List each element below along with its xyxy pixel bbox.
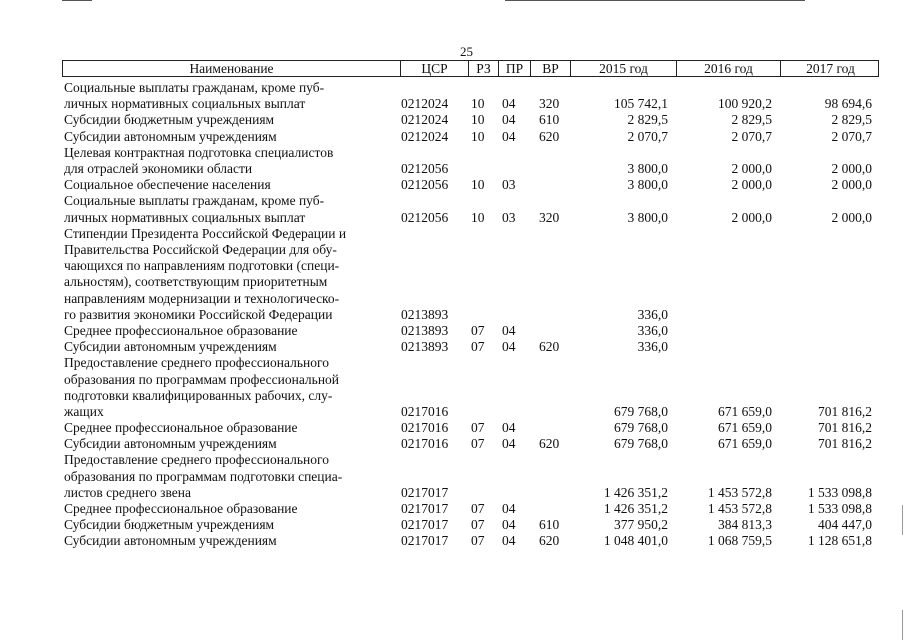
row-name [64, 517, 394, 533]
row-csr: 0217017 [401, 533, 449, 549]
row-2017: 1 533 098,8 [807, 501, 872, 517]
row-name [64, 436, 394, 452]
row-2015: 1 426 351,2 [603, 501, 668, 517]
row-csr: 0217017 [401, 484, 449, 500]
row-vr: 620 [539, 436, 560, 452]
row-name-line: Субсидии бюджетным учреждениям [64, 112, 275, 128]
row-rz: 10 [471, 209, 485, 225]
row-name [64, 112, 394, 128]
row-2015: 2 070,7 [627, 128, 668, 144]
row-2015: 3 800,0 [627, 209, 668, 225]
margin-mark [902, 610, 903, 640]
row-rz: 10 [471, 128, 485, 144]
row-vr: 320 [539, 209, 560, 225]
row-2016: 2 000,0 [731, 160, 772, 176]
row-rz: 07 [471, 533, 485, 549]
row-vr: 610 [539, 517, 560, 533]
row-name-line: листов среднего звена [64, 484, 191, 500]
row-name-line: личных нормативных социальных выплат [64, 209, 306, 225]
row-name-line: го развития экономики Российской Федерации [64, 306, 333, 322]
row-2015: 679 768,0 [614, 403, 668, 419]
header-pr: ПР [498, 61, 530, 76]
row-2015: 105 742,1 [614, 96, 668, 112]
row-name-line: Субсидии автономным учреждениям [64, 436, 277, 452]
row-rz: 07 [471, 517, 485, 533]
row-2016: 384 813,3 [718, 517, 772, 533]
row-2015: 1 048 401,0 [603, 533, 668, 549]
row-2016: 2 070,7 [731, 128, 772, 144]
row-name [64, 80, 394, 112]
table-row [0, 355, 905, 420]
row-name [64, 129, 394, 145]
row-name [64, 533, 394, 549]
row-csr: 0212024 [401, 96, 449, 112]
row-2017: 2 000,0 [831, 160, 872, 176]
row-name-line: альностям), соответствующим приоритетным [64, 274, 328, 290]
table-row [0, 129, 905, 145]
row-2015: 3 800,0 [627, 177, 668, 193]
table-row [0, 501, 905, 517]
row-2016: 2 000,0 [731, 177, 772, 193]
row-name-line: для отраслей экономики области [64, 160, 253, 176]
table-row [0, 193, 905, 225]
row-2016: 671 659,0 [718, 436, 772, 452]
row-csr: 0212024 [401, 128, 449, 144]
table-header [62, 60, 879, 77]
table-row [0, 533, 905, 549]
table-row [0, 226, 905, 323]
row-2016: 1 068 759,5 [707, 533, 772, 549]
row-name [64, 323, 394, 339]
row-name-line: Социальные выплаты гражданам, кроме пуб- [64, 193, 325, 209]
row-name [64, 226, 394, 323]
header-2015: 2015 год [570, 61, 676, 76]
row-csr: 0212056 [401, 177, 449, 193]
row-2016: 671 659,0 [718, 420, 772, 436]
row-pr: 03 [502, 209, 516, 225]
row-name-line: Субсидии автономным учреждениям [64, 339, 277, 355]
row-name-line: Стипендии Президента Российской Федерации и [64, 225, 347, 241]
row-name [64, 193, 394, 225]
header-2016: 2016 год [676, 61, 780, 76]
row-csr: 0213893 [401, 306, 449, 322]
row-name-line: направлениям модернизации и технологическо- [64, 290, 340, 306]
row-2016: 2 829,5 [731, 112, 772, 128]
table-row [0, 177, 905, 193]
table-row [0, 517, 905, 533]
table-row [0, 452, 905, 501]
table-row [0, 145, 905, 177]
row-csr: 0212056 [401, 160, 449, 176]
row-name-line: Среднее профессиональное образование [64, 420, 298, 436]
row-2015: 2 829,5 [627, 112, 668, 128]
row-name [64, 177, 394, 193]
table-row [0, 112, 905, 128]
top-rule-right [505, 0, 805, 1]
row-csr: 0213893 [401, 322, 449, 338]
row-2016: 100 920,2 [718, 96, 772, 112]
table-row [0, 323, 905, 339]
row-csr: 0213893 [401, 339, 449, 355]
row-pr: 04 [502, 112, 516, 128]
row-name-line: чающихся по направлениям подготовки (специ- [64, 258, 340, 274]
row-name [64, 145, 394, 177]
row-name-line: Субсидии бюджетным учреждениям [64, 517, 275, 533]
table-row [0, 420, 905, 436]
row-2015: 679 768,0 [614, 436, 668, 452]
header-csr: ЦСР [400, 61, 468, 76]
row-rz: 10 [471, 177, 485, 193]
row-pr: 04 [502, 436, 516, 452]
header-vr: ВР [530, 61, 570, 76]
row-name-line: Субсидии автономным учреждениям [64, 128, 277, 144]
row-vr: 620 [539, 533, 560, 549]
row-name-line: Предоставление среднего профессионального [64, 452, 329, 468]
row-rz: 07 [471, 322, 485, 338]
row-name-line: личных нормативных социальных выплат [64, 96, 306, 112]
row-2016: 671 659,0 [718, 403, 772, 419]
row-2017: 98 694,6 [824, 96, 872, 112]
header-2017: 2017 год [780, 61, 880, 76]
row-name-line: Правительства Российской Федерации для обу- [64, 241, 337, 257]
row-csr: 0217016 [401, 420, 449, 436]
row-pr: 04 [502, 322, 516, 338]
row-name [64, 452, 394, 501]
row-name [64, 339, 394, 355]
row-name [64, 355, 394, 420]
row-2015: 377 950,2 [614, 517, 668, 533]
table-row [0, 436, 905, 452]
row-name-line: Среднее профессиональное образование [64, 322, 298, 338]
row-name-line: Целевая контрактная подготовка специалистов [64, 144, 334, 160]
row-vr: 620 [539, 128, 560, 144]
row-csr: 0217016 [401, 403, 449, 419]
row-rz: 07 [471, 339, 485, 355]
row-2016: 1 453 572,8 [707, 501, 772, 517]
row-pr: 04 [502, 501, 516, 517]
row-2015: 1 426 351,2 [603, 484, 668, 500]
row-name [64, 501, 394, 517]
row-vr: 620 [539, 339, 560, 355]
row-csr: 0217017 [401, 517, 449, 533]
row-pr: 04 [502, 96, 516, 112]
row-csr: 0217016 [401, 436, 449, 452]
page-number: 25 [460, 44, 473, 59]
row-csr: 0212056 [401, 209, 449, 225]
row-2017: 2 000,0 [831, 209, 872, 225]
row-pr: 04 [502, 517, 516, 533]
row-vr: 320 [539, 96, 560, 112]
row-rz: 10 [471, 112, 485, 128]
row-csr: 0212024 [401, 112, 449, 128]
row-2015: 336,0 [637, 339, 668, 355]
table-body [0, 80, 905, 550]
row-2015: 3 800,0 [627, 160, 668, 176]
table-row [0, 339, 905, 355]
row-rz: 07 [471, 420, 485, 436]
row-2017: 2 829,5 [831, 112, 872, 128]
row-pr: 04 [502, 420, 516, 436]
row-2016: 2 000,0 [731, 209, 772, 225]
row-name-line: образования по программам подготовки специа- [64, 468, 343, 484]
row-name-line: Среднее профессиональное образование [64, 501, 298, 517]
row-2017: 2 070,7 [831, 128, 872, 144]
row-name-line: Субсидии автономным учреждениям [64, 533, 277, 549]
row-2017: 1 128 651,8 [807, 533, 872, 549]
margin-mark [902, 505, 903, 535]
row-name [64, 420, 394, 436]
row-name-line: Предоставление среднего профессионального [64, 355, 329, 371]
table-row [0, 80, 905, 112]
row-rz: 10 [471, 96, 485, 112]
row-name-line: Социальное обеспечение населения [64, 177, 271, 193]
row-pr: 04 [502, 128, 516, 144]
row-2017: 404 447,0 [818, 517, 872, 533]
row-name-line: Социальные выплаты гражданам, кроме пуб- [64, 80, 325, 95]
row-2017: 2 000,0 [831, 177, 872, 193]
row-2015: 679 768,0 [614, 420, 668, 436]
row-pr: 03 [502, 177, 516, 193]
row-2015: 336,0 [637, 306, 668, 322]
top-rule-left [62, 0, 92, 1]
row-rz: 07 [471, 501, 485, 517]
header-name: Наименование [189, 61, 274, 76]
row-2015: 336,0 [637, 322, 668, 338]
header-rz: РЗ [468, 61, 498, 76]
row-rz: 07 [471, 436, 485, 452]
row-name-line: образования по программам профессиональной [64, 371, 340, 387]
row-pr: 04 [502, 339, 516, 355]
row-2016: 1 453 572,8 [707, 484, 772, 500]
row-2017: 701 816,2 [818, 403, 872, 419]
row-name-line: жащих [64, 403, 104, 419]
row-csr: 0217017 [401, 501, 449, 517]
row-2017: 701 816,2 [818, 436, 872, 452]
row-vr: 610 [539, 112, 560, 128]
row-name-line: подготовки квалифицированных рабочих, слу- [64, 387, 333, 403]
row-2017: 1 533 098,8 [807, 484, 872, 500]
row-2017: 701 816,2 [818, 420, 872, 436]
row-pr: 04 [502, 533, 516, 549]
